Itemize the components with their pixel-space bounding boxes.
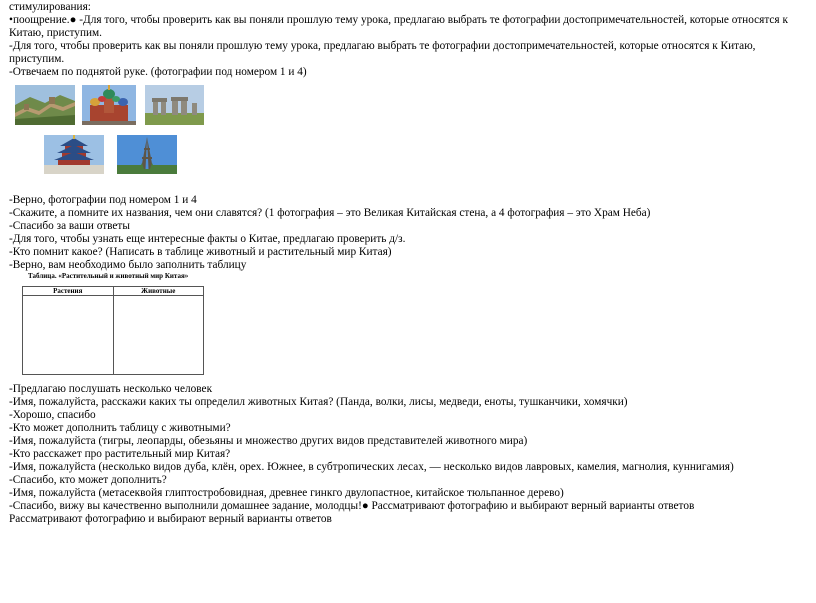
- text-line: -Для того, чтобы узнать еще интересные факты о Китае, предлагаю проверить д/з.: [9, 233, 406, 245]
- text-line: приступим.: [9, 53, 65, 65]
- text-line: -Спасибо за ваши ответы: [9, 220, 130, 232]
- temple-of-heaven-photo[interactable]: [44, 135, 104, 174]
- table-caption: Таблица. «Растительный и животный мир Китая»: [28, 272, 189, 280]
- text-line: -Имя, пожалуйста (несколько видов дуба, клён, орех. Южнее, в субтропических лесах, — несколько видов лавровых, камелия, магнолия, куннигамия): [9, 461, 734, 473]
- text-line: -Имя, пожалуйста, расскажи каких ты определил животных Китая? (Панда, волки, лисы, медведи, еноты, тушканчики, хомячки): [9, 396, 628, 408]
- text-line: -Верно, вам необходимо было заполнить таблицу: [9, 259, 247, 271]
- text-line: -Кто помнит какое? (Написать в таблице животный и растительный мир Китая): [9, 246, 392, 258]
- text-line: -Хорошо, спасибо: [9, 409, 96, 421]
- text-line: стимулирования:: [9, 1, 91, 13]
- table-header-animals: Животные: [113, 287, 204, 296]
- table-cell-animals[interactable]: [113, 296, 204, 375]
- table-cell-plants[interactable]: [23, 296, 114, 375]
- text-line: -Для того, чтобы проверить как вы поняли прошлую тему урока, предлагаю выбрать те фотографии достопримечательностей, которые относятся к Китаю,: [9, 40, 756, 52]
- text-line: -Имя, пожалуйста (тигры, леопарды, обезьяны и множество других видов представителей животного мира): [9, 435, 528, 447]
- flora-fauna-table: [22, 286, 204, 375]
- text-line: -Скажите, а помните их названия, чем они славятся? (1 фотография – это Великая Китайская стена, а 4 фотография – это Храм Неба): [9, 207, 651, 219]
- table-header-plants: Растения: [23, 287, 114, 296]
- text-line: -Верно, фотографии под номером 1 и 4: [9, 194, 197, 206]
- text-line: -Спасибо, вижу вы качественно выполнили домашнее задание, молодцы!● Рассматривают фотографию и выбирают верный варианты ответов: [9, 500, 695, 512]
- stonehenge-photo[interactable]: [145, 85, 204, 125]
- text-line: -Отвечаем по поднятой руке. (фотографии под номером 1 и 4): [9, 66, 307, 78]
- text-line: -Кто расскажет про растительный мир Китая?: [9, 448, 231, 460]
- text-line: -Предлагаю послушать несколько человек: [9, 383, 213, 395]
- text-line: Китаю, приступим.: [9, 27, 103, 39]
- saint-basil-cathedral-photo[interactable]: [82, 85, 136, 125]
- eiffel-tower-photo[interactable]: [117, 135, 177, 174]
- text-line: Рассматривают фотографию и выбирают верный варианты ответов: [9, 513, 332, 525]
- text-line: -Имя, пожалуйста (метасеквойя глиптостробовидная, древнее гинкго двулопастное, китайское тюльпанное дерево): [9, 487, 564, 499]
- text-line: •поощрение.● -Для того, чтобы проверить как вы поняли прошлую тему урока, предлагаю выбрать те фотографии достопримечательностей, которые относятся к: [9, 14, 788, 26]
- text-line: -Кто может дополнить таблицу с животными?: [9, 422, 231, 434]
- text-line: -Спасибо, кто может дополнить?: [9, 474, 167, 486]
- great-wall-photo[interactable]: [15, 85, 75, 125]
